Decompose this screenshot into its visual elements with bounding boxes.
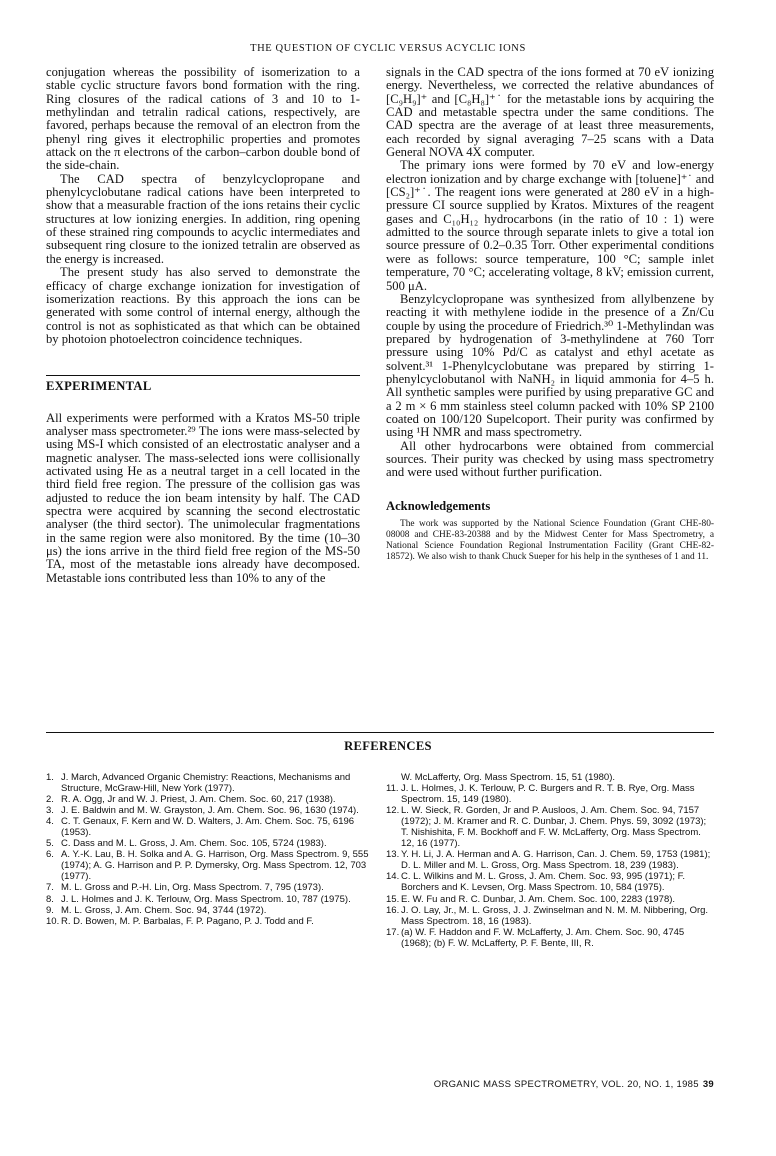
paragraph: conjugation whereas the possibility of isomerization to a stable cyclic structure favors bond formation with the ring. Ring closures of the radical cations of 3 and 10 to 1-methylindan and tetralin radical cations, respectively, are favored, perhaps because the removal of an electron from the phenyl ring gives it electrophilic properties and promotes attack on the π electrons of the carbon–carbon double bond of the side-chain. xyxy=(46,65,360,173)
paragraph: All experiments were performed with a Kratos MS-50 triple analyser mass spectrometer.²⁹ The ions were mass-selected by using MS-I which consisted of an electrostatic analyser and a magnetic analyser. The mass-selected ions were collisionally activated using He as a neutral target in a cell located in the third field free region. The pressure of the collision gas was adjusted to reduce the ion beam intensity by half. The CAD spectra were acquired by scanning the second electrostatic analyser (the third sector). The unimolecular fragmentations in the same region were also monitored. By the time (10–30 μs) the ions arrive in the third field free region of the MS-50 TA, most of the metastable ions already have decomposed. Metastable ions contributed less than 10% to any of the xyxy=(46,410,360,585)
reference-item xyxy=(46,838,372,849)
reference-item xyxy=(46,816,372,838)
reference-item xyxy=(386,927,714,949)
reference-text: Y. H. Li, J. A. Herman and A. G. Harrison, Can. J. Chem. 59, 1753 (1981); D. L. Miller and M. L. Gross, Org. Mass Spectrom. 18, 239 (1983). xyxy=(401,849,711,872)
reference-text: M. L. Gross and P.-H. Lin, Org. Mass Spectrom. 7, 795 (1973). xyxy=(61,882,324,894)
reference-text: J. L. Holmes and J. K. Terlouw, Org. Mass Spectrom. 10, 787 (1975). xyxy=(61,893,351,905)
paragraph: signals in the CAD spectra of the ions formed at 70 eV ionizing energy. Nevertheless, we corrected the relative abundances of [C₉H₉]⁺ and [C₈H₈]⁺˙ for the metastable ions by acquiring the CAD and metastable spectra under the same conditions. The CAD spectra are the average of at least three measurements, each recorded by signal averaging 7–25 scans with a Data General NOVA 4X computer. xyxy=(386,65,714,160)
references-divider xyxy=(46,732,714,733)
reference-text: R. D. Bowen, M. P. Barbalas, F. P. Pagano, P. J. Todd and F. xyxy=(61,915,314,927)
page-number: 39 xyxy=(702,1079,714,1090)
reference-text: J. L. Holmes, J. K. Terlouw, P. C. Burgers and R. T. B. Rye, Org. Mass Spectrom. 15, 149 (1980). xyxy=(401,783,695,806)
reference-text: L. W. Sieck, R. Gorden, Jr and P. Ausloos, J. Am. Chem. Soc. 94, 7157 (1972); J. M. Kramer and R. C. Dunbar, J. Chem. Phys. 59, 3092 (1973); T. Nishishita, F. M. Bockhoff and F. W. McLafferty, Org. Mass Spectrom. 12, 16 (1977). xyxy=(401,805,707,850)
reference-text: J. O. Lay, Jr., M. L. Gross, J. J. Zwinselman and N. M. M. Nibbering, Org. Mass Spectrom. 18, 16 (1983). xyxy=(401,904,709,927)
right-column xyxy=(386,66,714,563)
reference-item xyxy=(386,783,714,805)
reference-item xyxy=(46,916,372,927)
reference-text: M. L. Gross, J. Am. Chem. Soc. 94, 3744 (1972). xyxy=(61,904,267,916)
reference-item xyxy=(46,772,372,794)
section-heading-acknowledgements: Acknowledgements xyxy=(386,498,491,513)
page-footer xyxy=(434,1079,714,1090)
reference-number: 4. xyxy=(46,816,54,828)
reference-item xyxy=(386,772,714,783)
reference-item xyxy=(386,805,714,849)
reference-number: 13. xyxy=(386,849,400,861)
reference-number: 5. xyxy=(46,838,54,850)
reference-number: 9. xyxy=(46,904,54,916)
reference-text: (a) W. F. Haddon and F. W. McLafferty, J. Am. Chem. Soc. 90, 4745 (1968); (b) F. W. McLafferty, P. F. Bente, III, R. xyxy=(401,926,685,949)
section-heading-experimental: EXPERIMENTAL xyxy=(46,375,360,393)
acknowledgements-text: The work was supported by the National Science Foundation (Grant CHE-80-08008 and CHE-83-20388 and by the Midwest Center for Mass Spectrometry, a National Science Foundation Regional Instrumentation Facility (Grant CHE-82-18572). We also wish to thank Chuck Sueper for his help in the syntheses of 1 and 11. xyxy=(386,519,714,562)
reference-item xyxy=(46,894,372,905)
reference-item xyxy=(46,805,372,816)
references-right-column xyxy=(386,772,714,949)
reference-number: 1. xyxy=(46,772,54,783)
left-column xyxy=(46,66,360,585)
reference-item xyxy=(386,849,714,871)
paragraph: The present study has also served to demonstrate the efficacy of charge exchange ionization for investigation of isomerization reactions. By this approach the ions can be generated with some control of internal energy, although the control is not as sophisticated as that which can be obtained by photoion photoelectron coincidence techniques. xyxy=(46,265,360,346)
reference-number: 3. xyxy=(46,805,54,817)
reference-item xyxy=(46,905,372,916)
paragraph: All other hydrocarbons were obtained from commercial sources. Their purity was checked by using mass spectrometry and were used without further purification. xyxy=(386,438,714,480)
reference-number: 10. xyxy=(46,915,60,927)
reference-text: C. L. Wilkins and M. L. Gross, J. Am. Chem. Soc. 93, 995 (1971); F. Borchers and K. Levsen, Org. Mass Spectrom. 10, 584 (1975). xyxy=(401,871,686,894)
running-head: THE QUESTION OF CYCLIC VERSUS ACYCLIC IONS xyxy=(250,43,526,54)
paragraph: The CAD spectra of benzylcyclopropane and phenylcyclobutane radical cations have been interpreted to show that a measurable fraction of the ions retains their cyclic structures at low ionizing energies. In addition, ring opening of these strained ring compounds to acyclic intermediates and subsequent ring closure to the ionized tetralin are observed as the energy is increased. xyxy=(46,171,360,266)
journal-citation: ORGANIC MASS SPECTROMETRY, VOL. 20, NO. 1, 1985 xyxy=(433,1079,699,1090)
paragraph: Benzylcyclopropane was synthesized from allylbenzene by reacting it with methylene iodide in the presence of a Zn/Cu couple by using the procedure of Friedrich.³⁰ 1-Methylindan was prepared by hydrogenation of 3-methylindene at 760 Torr pressure using 10% Pd/C as catalyst and ethyl acetate as solvent.³¹ 1-Phenylcyclobutane was prepared by stirring 1-phenylcyclobutanol with NaNH₂ in liquid ammonia for 4–5 h. All synthetic samples were purified by using preparative GC and a 2 m × 6 mm stainless steel column packed with 10% SP 2100 coated on 100/120 Supelcoport. Their purity was confirmed by using ¹H NMR and mass spectrometry. xyxy=(386,291,714,440)
reference-number: 12. xyxy=(386,805,400,817)
reference-number: 15. xyxy=(386,893,400,905)
reference-text: R. A. Ogg, Jr and W. J. Priest, J. Am. Chem. Soc. 60, 217 (1938). xyxy=(61,794,336,806)
reference-item xyxy=(46,794,372,805)
reference-text: J. E. Baldwin and M. W. Grayston, J. Am. Chem. Soc. 96, 1630 (1974). xyxy=(61,805,359,817)
reference-number: 11. xyxy=(386,783,399,795)
reference-item xyxy=(386,905,714,927)
reference-number: 16. xyxy=(386,904,400,916)
reference-text: J. March, Advanced Organic Chemistry: Reactions, Mechanisms and Structure, McGraw-Hill, New York (1977). xyxy=(61,772,351,795)
reference-item xyxy=(386,871,714,893)
reference-text: C. T. Genaux, F. Kern and W. D. Walters, J. Am. Chem. Soc. 75, 6196 (1953). xyxy=(61,816,355,839)
reference-number: 17. xyxy=(386,926,400,938)
reference-text: E. W. Fu and R. C. Dunbar, J. Am. Chem. Soc. 100, 2283 (1978). xyxy=(401,893,676,905)
reference-number: 2. xyxy=(46,794,54,806)
references-heading: REFERENCES xyxy=(344,739,432,753)
references-left-column xyxy=(46,772,372,927)
reference-number: 14. xyxy=(386,871,400,883)
reference-number: 8. xyxy=(46,893,54,905)
reference-text: W. McLafferty, Org. Mass Spectrom. 15, 51 (1980). xyxy=(401,772,616,783)
reference-number: 7. xyxy=(46,882,54,894)
reference-text: C. Dass and M. L. Gross, J. Am. Chem. Soc. 105, 5724 (1983). xyxy=(61,838,327,850)
reference-item xyxy=(46,849,372,882)
reference-number: 6. xyxy=(46,849,54,861)
reference-item xyxy=(46,882,372,893)
reference-item xyxy=(386,894,714,905)
reference-text: A. Y.-K. Lau, B. H. Solka and A. G. Harrison, Org. Mass Spectrom. 9, 555 (1974); A. G. Harrison and P. P. Dymersky, Org. Mass Spectrom. 12, 703 (1977). xyxy=(61,849,369,883)
paragraph: The primary ions were formed by 70 eV and low-energy electron ionization and by charge exchange with [toluene]⁺˙ and [CS₂]⁺˙. The reagent ions were generated at 280 eV in a high-pressure CI source supplied by Kratos. Mixtures of the reagent gases and C₁₀H₁₂ hydrocarbons (in the ratio of 10 : 1) were admitted to the source through separate inlets to give a total ion source pressure of 0.2–0.35 Torr. Other experimental conditions were as follows: source temperature, 100 °C; sample inlet temperature, 70 °C; accelerating voltage, 8 kV; emission current, 500 μA. xyxy=(386,158,714,293)
